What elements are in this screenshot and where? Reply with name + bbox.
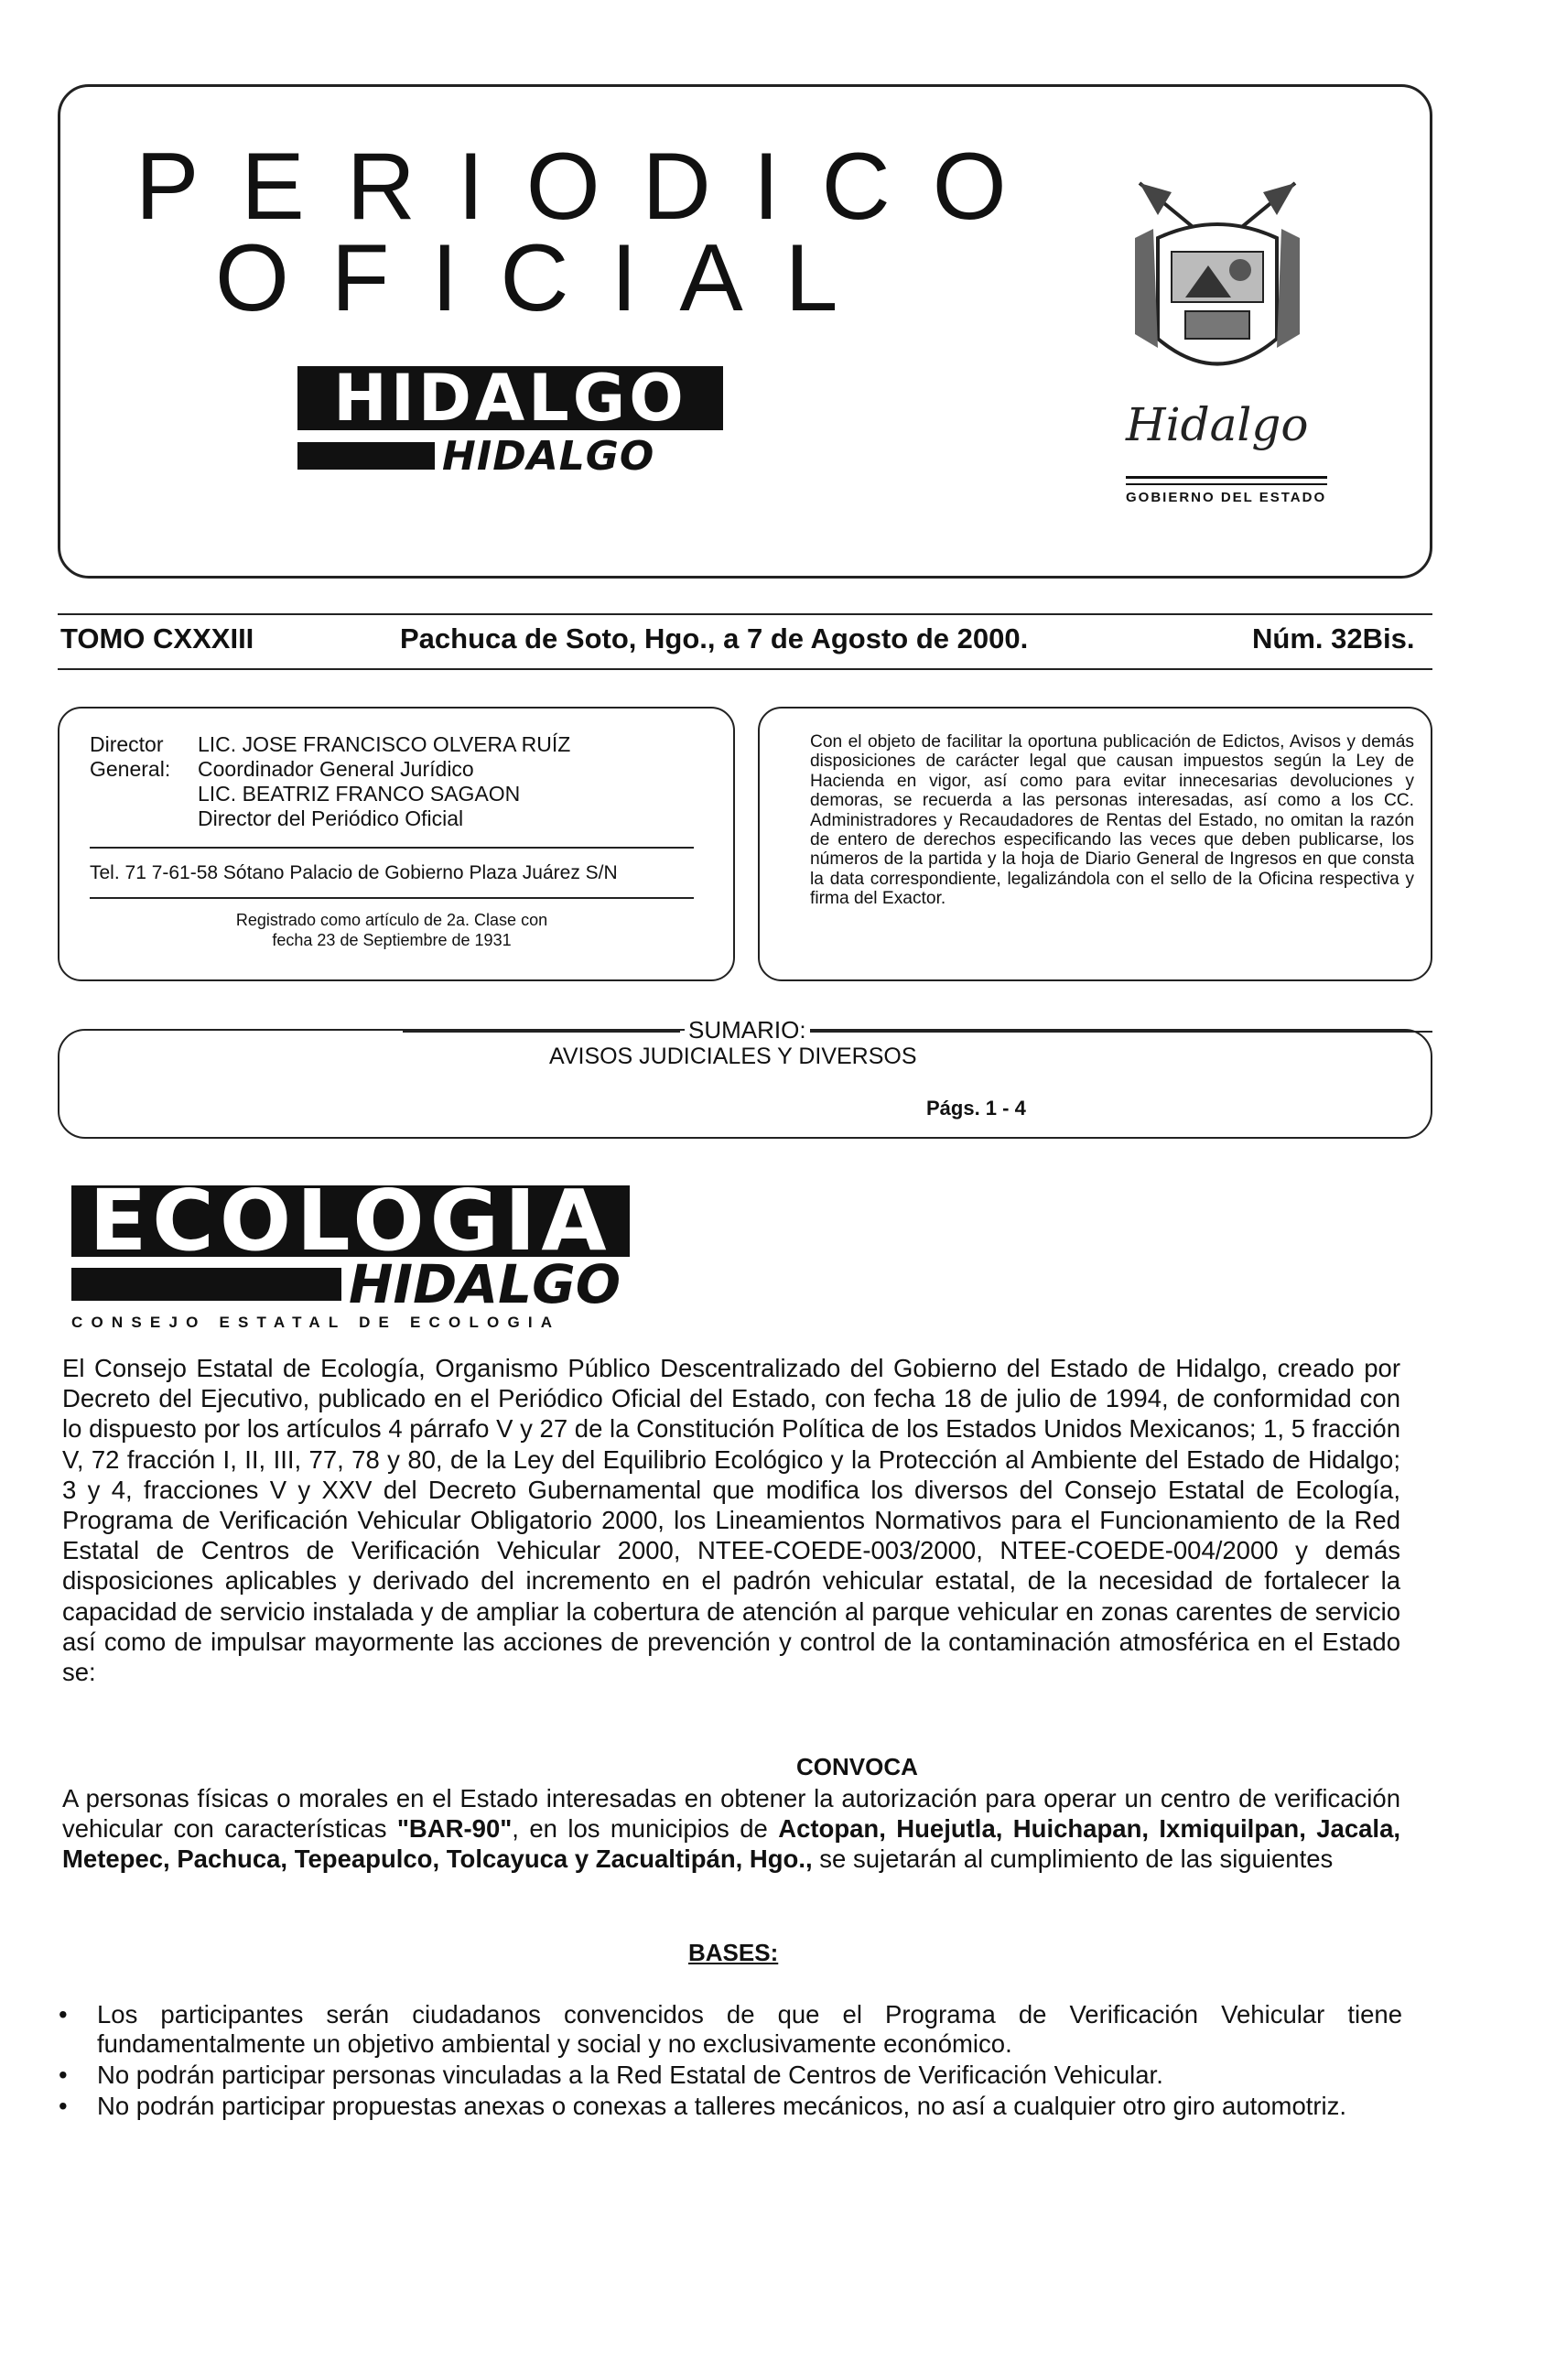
registration-line2: fecha 23 de Septiembre de 1931 xyxy=(272,931,512,949)
tomo-label: TOMO CXXXIII xyxy=(60,622,254,654)
director2-title: Director del Periódico Oficial xyxy=(198,806,464,830)
divider xyxy=(805,1031,1432,1033)
divider xyxy=(1126,476,1327,479)
registration-note xyxy=(90,910,694,950)
ecologia-logo-subtitle: HIDALGO xyxy=(349,1253,621,1315)
list-item: • No podrán participar propuestas anexas o conexas a talleres mecánicos, no así a cualquier otro giro automotriz. xyxy=(55,2092,1402,2121)
ecologia-logo-wordmark: ECOLOGIA xyxy=(71,1185,630,1257)
divider xyxy=(58,613,1432,615)
convoca-heading: CONVOCA xyxy=(796,1753,918,1780)
issue-number: Núm. 32Bis. xyxy=(1252,622,1415,654)
coordinator-title: Coordinador General Jurídico xyxy=(198,757,474,781)
convoca-text-a: A personas físicas o morales en el Estado interesadas en obtener la autorización para operar un centro de verificación vehicular con características xyxy=(62,1784,1400,1844)
summary-item: AVISOS JUDICIALES Y DIVERSOS xyxy=(549,1044,917,1069)
hidalgo-logo-wordmark: HIDALGO xyxy=(297,366,723,430)
summary-pages: Págs. 1 - 4 xyxy=(926,1097,1026,1120)
ecologia-caption: CONSEJO ESTATAL DE ECOLOGIA xyxy=(71,1314,561,1331)
government-label: GOBIERNO DEL ESTADO xyxy=(1126,490,1327,505)
divider xyxy=(1126,483,1327,485)
seal-script-text: Hidalgo xyxy=(1126,398,1309,451)
newspaper-title-line2: OFICIAL xyxy=(215,225,881,331)
divider xyxy=(58,668,1432,670)
convoca-paragraph xyxy=(62,1783,1400,1875)
contact-phone: Tel. 71 7-61-58 Sótano Palacio de Gobierno Plaza Juárez S/N xyxy=(90,862,618,883)
bases-heading: BASES: xyxy=(688,1939,779,1966)
registration-line1: Registrado como artículo de 2a. Clase con xyxy=(235,911,548,929)
list-item: • Los participantes serán ciudadanos convencidos de que el Programa de Verificación Vehicular tiene fundamentalmente un objetivo ambiental y social y no exclusivamente económico. xyxy=(55,2000,1402,2059)
convoca-text-c: se sujetarán al cumplimiento de las siguientes xyxy=(812,1844,1334,1874)
director2-name: LIC. BEATRIZ FRANCO SAGAON xyxy=(198,782,521,806)
ecologia-logo-bar xyxy=(71,1268,341,1301)
list-item: • No podrán participar personas vinculadas a la Red Estatal de Centros de Verificación Vehicular. xyxy=(55,2061,1402,2090)
divider xyxy=(403,1031,680,1033)
hidalgo-logo-subtitle: HIDALGO xyxy=(442,432,655,480)
summary-heading: SUMARIO: xyxy=(685,1016,810,1044)
divider xyxy=(90,847,694,849)
place-date: Pachuca de Soto, Hgo., a 7 de Agosto de 2000. xyxy=(400,622,1029,654)
general-label: General: xyxy=(90,757,171,781)
director-label: Director xyxy=(90,732,164,756)
divider xyxy=(90,897,694,899)
notice-text: Con el objeto de facilitar la oportuna publicación de Edictos, Avisos y demás disposiciones de carácter legal que causan impuestos según la Ley de Hacienda en vigor, así como para evitar innecesarias devoluciones y demoras, se recuerda a las personas interesadas, así como a los CC. Administradores y Recaudadores de Rentas del Estado, no omitan la razón de entero de derechos especificando las veces que deben publicarse, los números de la partida y la hoja de Diario General de Ingresos en que consta la data correspondiente, legalizándola con el sello de la Oficina respectiva y firma del Exactor. xyxy=(810,732,1414,909)
hidalgo-logo-bar xyxy=(297,442,435,470)
newspaper-title-line1: PERIODICO xyxy=(135,134,1049,240)
ecologia-logo xyxy=(71,1185,630,1332)
bases-list xyxy=(55,2000,1402,2123)
intro-paragraph: El Consejo Estatal de Ecología, Organismo Público Descentralizado del Gobierno del Estado de Hidalgo, creado por Decreto del Ejecutivo, publicado en el Periódico Oficial del Estado, con fecha 18 de julio de 1994, de conformidad con lo dispuesto por los artículos 4 párrafo V y 27 de la Constitución Política de los Estados Unidos Mexicanos; 1, 5 fracción V, 72 fracción I, II, III, 77, 78 y 80, de la Ley del Equilibrio Ecológico y la Protección al Ambiente del Estado de Hidalgo; 3 y 4, fracciones V y XXV del Decreto Gubernamental que modifica los diversos del Consejo Estatal de Ecología, Programa de Verificación Vehicular Obligatorio 2000, los Lineamientos Normativos para el Funcionamiento de la Red Estatal de Centros de Verificación Vehicular 2000, NTEE-COEDE-003/2000, NTEE-COEDE-004/2000 y demás disposiciones aplicables y derivado del incremento en el padrón vehicular estatal, de la necesidad de fortalecer la capacidad de servicio instalada y de ampliar la cobertura de atención al parque vehicular en zonas carentes de servicio así como de impulsar mayormente las acciones de prevención y control de la contaminación atmosférica en el Estado se: xyxy=(62,1354,1400,1687)
director-name: LIC. JOSE FRANCISCO OLVERA RUÍZ xyxy=(198,732,571,756)
convoca-bold-a: "BAR-90" xyxy=(396,1814,513,1844)
convoca-text-b: , en los municipios de xyxy=(512,1814,779,1844)
convoca-municipalities: Actopan, Huejutla, Huichapan, Ixmiquilpan, Jacala, Metepec, Pachuca, Tepeapulco, Tolcayuca y Zacualtipán, Hgo., xyxy=(62,1814,1401,1874)
state-seal-icon xyxy=(1121,174,1313,407)
hidalgo-logo xyxy=(297,366,723,478)
